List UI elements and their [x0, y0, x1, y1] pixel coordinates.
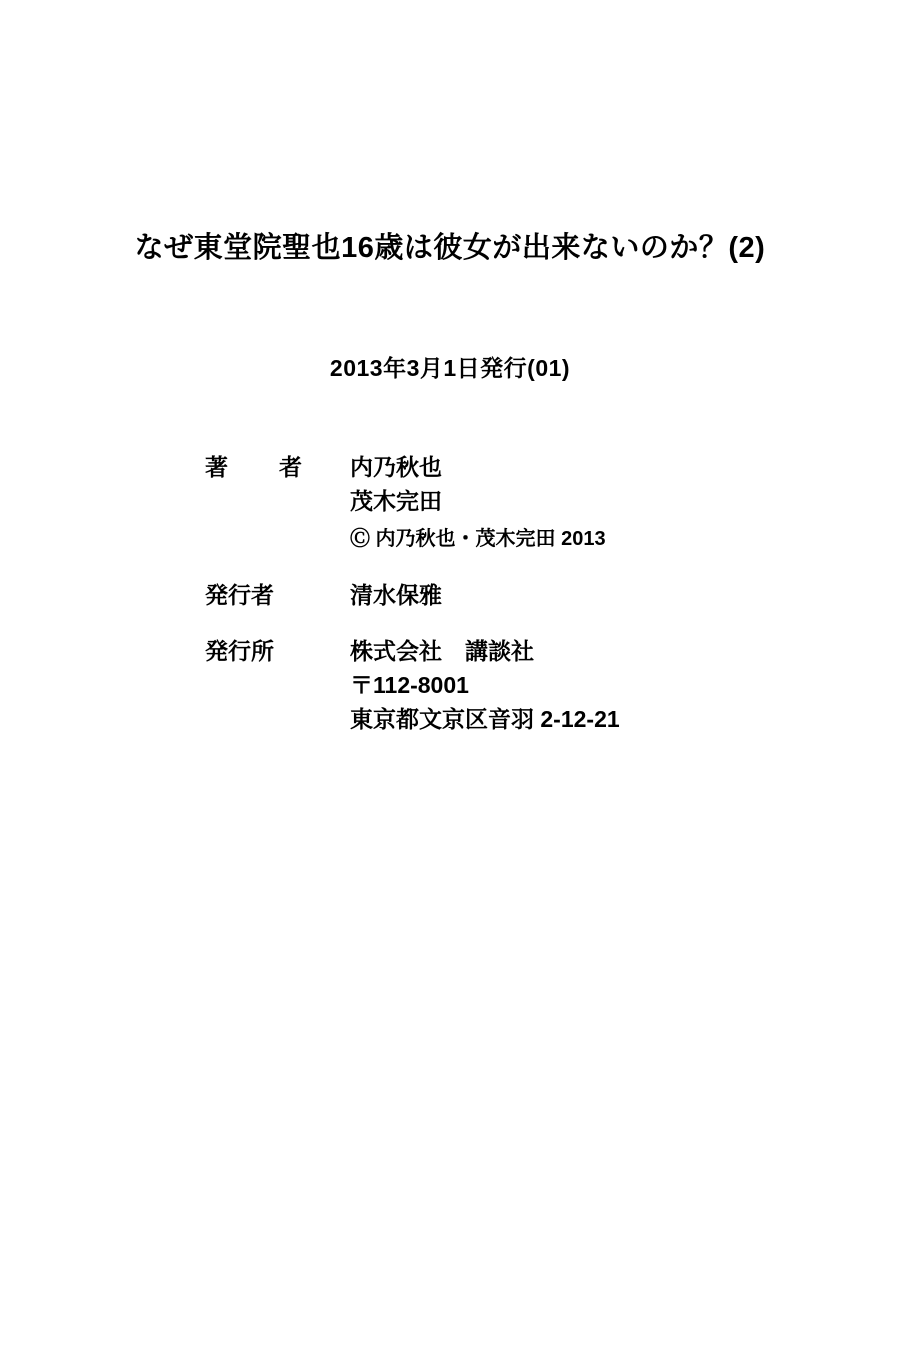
publisher-postal-code: 〒112-8001 [350, 672, 469, 698]
copyright-notice: Ⓒ 内乃秋也・茂木完田 2013 [350, 528, 606, 550]
colophon-values-authors [350, 450, 825, 556]
colophon-label-authors: 著 者 [205, 454, 316, 480]
author-name-secondary: 茂木完田 [350, 488, 442, 514]
page-title: なぜ東堂院聖也16歳は彼女が出来ないのか？(2) [134, 232, 766, 264]
colophon-row-publisher-person [205, 578, 825, 612]
colophon-values-publisher-person [350, 578, 825, 612]
colophon-values-publisher-company [350, 634, 825, 736]
colophon-row-publisher-company [205, 634, 825, 736]
author-name-primary: 内乃秋也 [350, 454, 442, 480]
colophon-table [205, 450, 825, 750]
publication-date: 2013年3月1日発行(01) [329, 355, 571, 381]
colophon-row-authors [205, 450, 825, 556]
publisher-address: 東京都文京区音羽 2-12-21 [350, 706, 620, 732]
colophon-label-publisher-person: 発行者 [205, 582, 274, 608]
publisher-company-name: 株式会社 講談社 [350, 638, 534, 664]
publisher-person-name: 清水保雅 [350, 582, 442, 608]
colophon-label-publisher-company: 発行所 [205, 638, 274, 664]
